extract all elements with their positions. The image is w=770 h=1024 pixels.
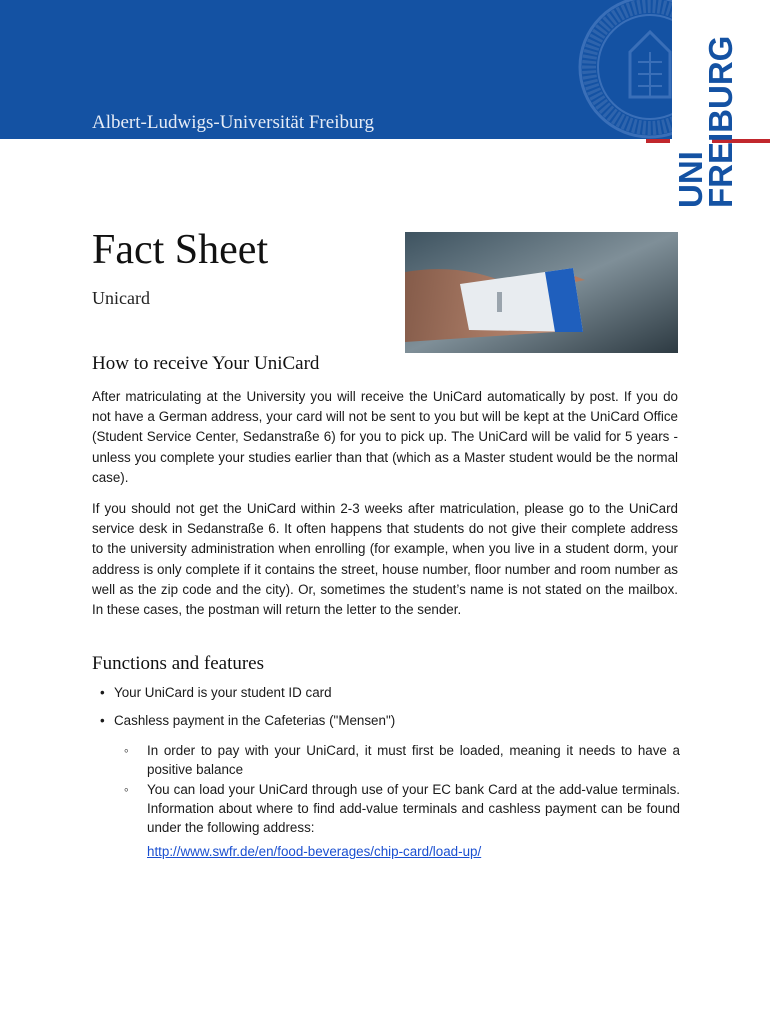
logo-line-uni: UNI <box>672 151 709 208</box>
section-heading-receive: How to receive Your UniCard <box>92 353 320 374</box>
sub-bullet-marker: ◦ <box>124 743 129 758</box>
list-item <box>100 711 395 731</box>
unicard-photo <box>405 232 678 353</box>
bullet-marker: • <box>100 713 105 728</box>
sub-bullet-marker: ◦ <box>124 782 129 797</box>
sub-bullet-text-load: In order to pay with your UniCard, it must first be loaded, meaning it needs to have a positive balance <box>147 743 680 777</box>
bullet-text-cashless: Cashless payment in the Cafeterias ("Mensen") <box>114 713 396 728</box>
page-title: Fact Sheet <box>92 227 269 273</box>
receive-paragraph-2: If you should not get the UniCard within 2-3 weeks after matriculation, please go to the UniCard service desk in Sedanstraße 6. It often happens that students do not give their complete address to the university administration when enrolling (for example, when you live in a student dorm, your address is only complete if it contains the street, house number, floor number and room number as well as the zip code and the city). Or, sometimes the student’s name is not stated on the mailbox. In these cases, the postman will return the letter to the sender. <box>92 501 678 618</box>
header-banner <box>0 0 672 139</box>
list-item <box>124 741 680 779</box>
page-subtitle: Unicard <box>92 288 150 308</box>
list-item <box>124 780 680 837</box>
list-item <box>100 683 332 703</box>
university-seal-icon <box>575 0 672 139</box>
sub-bullet-text-terminals: You can load your UniCard through use of your EC bank Card at the add-value terminals. Information about where to find add-value terminals and cashless payment can be found under the following address: <box>147 782 680 835</box>
logo-line-freiburg: FREIBURG <box>702 35 739 208</box>
logo-red-line-top <box>646 139 670 143</box>
university-name: Albert-Ludwigs-Universität Freiburg <box>92 112 374 133</box>
receive-paragraph-1: After matriculating at the University you will receive the UniCard automatically by post. If you do not have a German address, your card will not be sent to you but will be kept at the UniCard Office (Student Service Center, Sedanstraße 6) for you to pick up. The UniCard will be valid for 5 years - unless you complete your studies earlier than that (which as a Master student would be the normal case). <box>92 389 678 485</box>
swfr-load-up-link[interactable]: http://www.swfr.de/en/food-beverages/chip-card/load-up/ <box>147 844 482 859</box>
section-heading-functions: Functions and features <box>92 653 265 674</box>
bullet-text-id-card: Your UniCard is your student ID card <box>114 685 332 700</box>
bullet-marker: • <box>100 685 105 700</box>
uni-freiburg-logo <box>672 35 739 208</box>
